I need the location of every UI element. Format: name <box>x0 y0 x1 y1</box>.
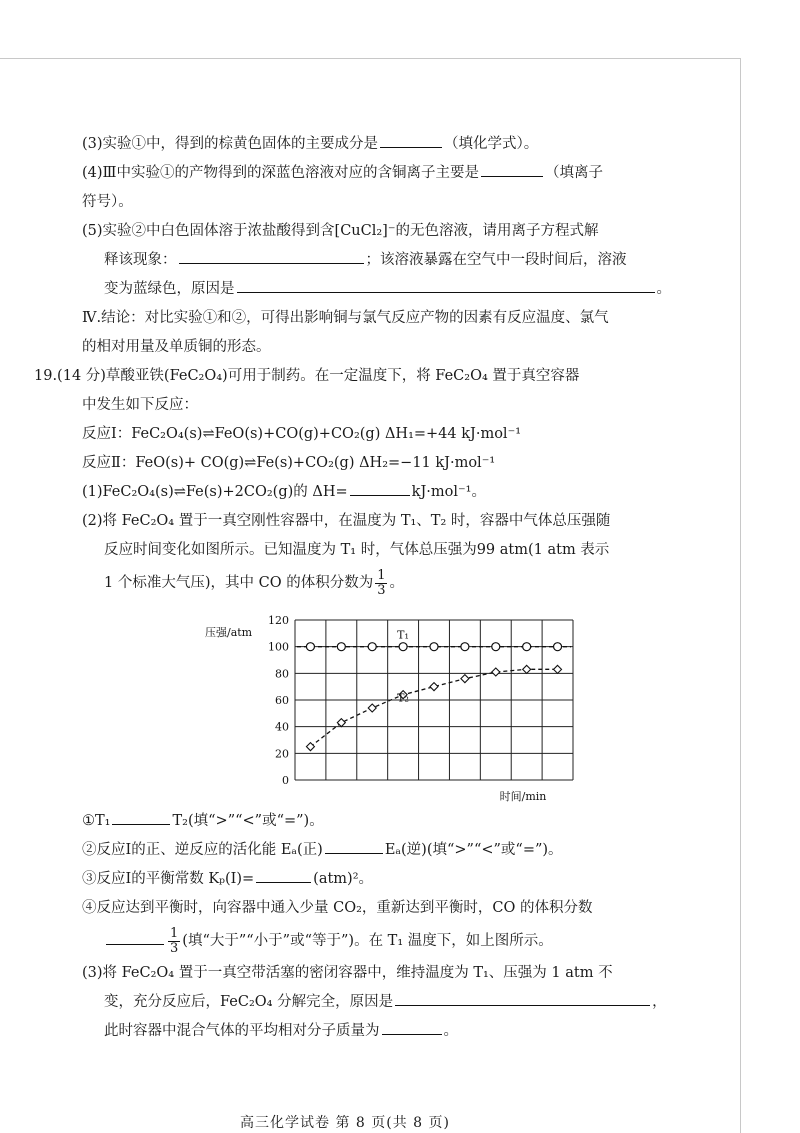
q18-part3 <box>60 130 700 159</box>
q18-part4-text: (4)Ⅲ中实验①的产物得到的深蓝色溶液对应的含铜离子主要是 <box>82 165 480 181</box>
data-point-circle <box>554 643 562 651</box>
q19-heading-cont: 中发生如下反应： <box>82 397 198 413</box>
conclusion-line1: Ⅳ.结论：对比实验①和②，可得出影响铜与氯气反应产物的因素有反应温度、氯气 <box>82 310 609 326</box>
fraction-denominator: 3 <box>377 582 386 598</box>
data-point-circle <box>430 643 438 651</box>
q18-part5-line3 <box>60 275 700 304</box>
answer-blank <box>179 262 364 264</box>
fraction-numerator: 1 <box>170 925 179 941</box>
q19-sub3-lead: ③反应Ⅰ的平衡常数 Kₚ(Ⅰ)= <box>82 871 255 887</box>
punct: 。 <box>443 1023 458 1039</box>
punct: ， <box>652 994 667 1010</box>
q19-part3-line3 <box>60 1017 700 1046</box>
answer-blank <box>380 146 442 148</box>
answer-blank <box>237 291 655 293</box>
punct: 。 <box>656 281 671 297</box>
answer-blank <box>112 823 170 825</box>
q19-part1 <box>60 478 700 507</box>
fraction-numerator: 1 <box>377 567 386 583</box>
data-point-circle <box>461 643 469 651</box>
q18-part5-reason: 变为蓝绿色，原因是 <box>104 281 235 297</box>
q19-sub2-lead: ②反应Ⅰ的正、逆反应的活化能 Eₐ(正) <box>82 842 323 858</box>
reaction-2: 反应Ⅱ：FeO(s)+ CO(g)⇌Fe(s)+CO₂(g) ΔH₂=−11 kJ·mol⁻¹ <box>82 455 496 471</box>
q19-part3-line1: (3)将 FeC₂O₄ 置于一真空带活塞的密闭容器中，维持温度为 T₁、压强为 1 atm 不 <box>82 965 613 981</box>
data-point-circle <box>399 643 407 651</box>
fraction-one-third-2 <box>168 927 180 956</box>
q19-part2-line2: 反应时间变化如图所示。已知温度为 T₁ 时，气体总压强为99 atm(1 atm 表示 <box>104 542 610 558</box>
q19-sub4-hint: (填“大于”“小于”或“等于”)。在 T₁ 温度下，如上图所示。 <box>182 933 553 949</box>
q19-sub1-lead: ①T₁ <box>82 813 111 829</box>
fraction-one-third <box>375 569 387 598</box>
q19-sub3 <box>60 865 700 894</box>
y-tick-label: 120 <box>268 614 289 627</box>
q18-part4-hint: （填离子 <box>545 165 604 181</box>
data-point-diamond <box>492 668 500 676</box>
x-axis-label: 时间/min <box>499 790 547 803</box>
data-point-circle <box>306 643 314 651</box>
data-point-diamond <box>523 665 531 673</box>
series-label-T1: T₁ <box>397 628 409 642</box>
q18-part3-text: (3)实验①中，得到的棕黄色固体的主要成分是 <box>82 136 379 152</box>
data-point-diamond <box>368 704 376 712</box>
y-tick-label: 60 <box>275 694 289 707</box>
answer-blank <box>481 175 543 177</box>
q19-sub4-line2 <box>60 923 700 959</box>
data-point-circle <box>523 643 531 651</box>
data-point-diamond <box>461 675 469 683</box>
q19-sub3-unit: (atm)²。 <box>313 871 374 887</box>
page-footer: 高三化学试卷 第 8 页(共 8 页) <box>240 1115 450 1131</box>
answer-blank <box>350 494 410 496</box>
answer-blank <box>106 943 164 945</box>
exam-body <box>34 130 700 1046</box>
y-tick-label: 40 <box>275 720 289 734</box>
q19-part3-text2: 此时容器中混合气体的平均相对分子质量为 <box>104 1023 380 1039</box>
punct: 。 <box>389 575 404 591</box>
q18-part5-label: 释该现象： <box>104 252 177 268</box>
q19-sub1 <box>60 807 700 836</box>
q19-part3-text: 变，充分反应后，FeC₂O₄ 分解完全，原因是 <box>104 994 394 1010</box>
series-line-2 <box>310 669 557 746</box>
answer-blank <box>256 881 311 883</box>
q19-sub4-line1: ④反应达到平衡时，向容器中通入少量 CO₂，重新达到平衡时，CO 的体积分数 <box>82 900 593 916</box>
series-label-T2: T₂ <box>397 691 409 705</box>
data-point-circle <box>492 643 500 651</box>
q18-part4 <box>60 159 700 188</box>
conclusion-line2: 的相对用量及单质铜的形态。 <box>82 339 271 355</box>
q19-part2-line1: (2)将 FeC₂O₄ 置于一真空刚性容器中，在温度为 T₁、T₂ 时，容器中气体总压强随 <box>82 513 611 529</box>
reaction-1: 反应Ⅰ：FeC₂O₄(s)⇌FeO(s)+CO(g)+CO₂(g) ΔH₁=+44 kJ·mol⁻¹ <box>82 426 522 442</box>
answer-blank <box>325 852 383 854</box>
fraction-denominator: 3 <box>170 940 179 956</box>
y-axis-label: 压强/atm <box>205 626 253 639</box>
y-tick-label: 100 <box>268 640 289 654</box>
q18-part3-hint: （填化学式）。 <box>444 136 539 152</box>
y-tick-label: 80 <box>275 667 289 681</box>
pressure-time-chart <box>200 608 590 808</box>
q18-part4-cont: 符号）。 <box>82 194 133 210</box>
q19-part2-text: 1 个标准大气压)，其中 CO 的体积分数为 <box>104 575 374 591</box>
data-point-diamond <box>554 665 562 673</box>
q19-part1-text: (1)FeC₂O₄(s)⇌Fe(s)+2CO₂(g)的 ΔH= <box>82 484 348 500</box>
data-point-diamond <box>430 683 438 691</box>
q18-part5-text: (5)实验②中白色固体溶于浓盐酸得到含[CuCl₂]⁻的无色溶液，请用离子方程式解 <box>82 223 599 239</box>
q19-sub2-hint: Eₐ(逆)(填“>”“<”或“=”)。 <box>384 842 563 858</box>
q19-part2-line3 <box>60 565 700 601</box>
y-tick-label: 0 <box>282 774 289 787</box>
q19-heading: 19.(14 分)草酸亚铁(FeC₂O₄)可用于制药。在一定温度下，将 FeC₂O₄ 置于真空容器 <box>34 368 580 384</box>
q19-sub1-hint: T₂(填“>”“<”或“=”)。 <box>172 813 324 829</box>
data-point-circle <box>337 643 345 651</box>
q18-part5-line2 <box>60 246 700 275</box>
y-tick-label: 20 <box>275 747 289 761</box>
data-point-circle <box>368 643 376 651</box>
q18-part5-cont: ；该溶液暴露在空气中一段时间后，溶液 <box>365 252 627 268</box>
q19-part3-line2 <box>60 988 700 1017</box>
q19-part1-unit: kJ·mol⁻¹。 <box>411 484 486 500</box>
answer-blank <box>382 1033 442 1035</box>
q19-sub2 <box>60 836 700 865</box>
answer-blank <box>395 1004 650 1006</box>
